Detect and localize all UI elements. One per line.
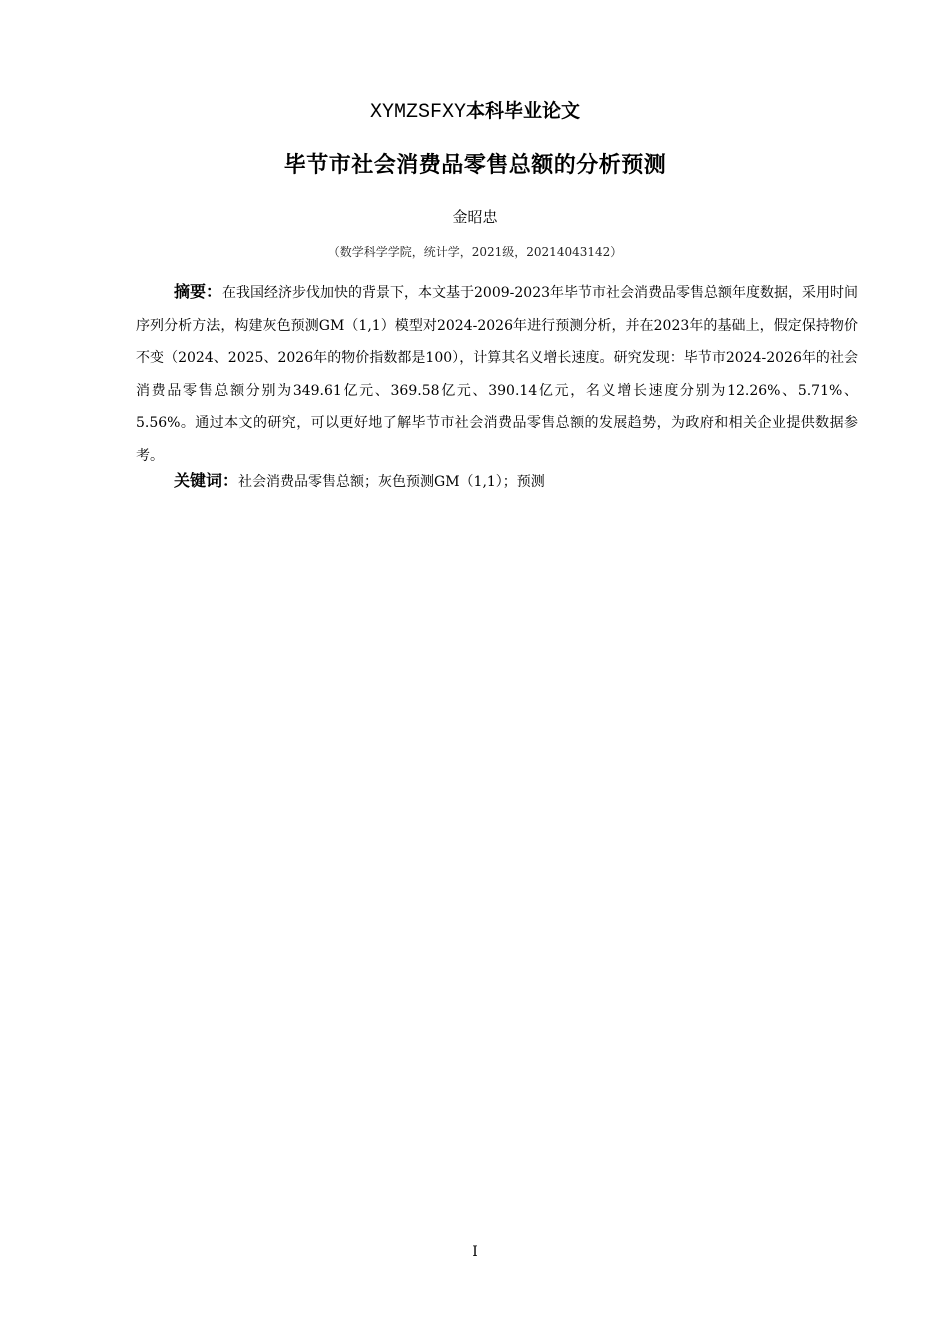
keywords-label: 关键词：: [174, 471, 239, 490]
header-prefix: XYMZSFXY: [369, 101, 466, 124]
page-number: I: [472, 1244, 478, 1260]
running-header: [0, 96, 950, 127]
abstract-label: 摘要：: [174, 282, 223, 301]
header-suffix: 本科毕业论文: [466, 100, 581, 122]
paper-title: 毕节市社会消费品零售总额的分析预测: [283, 153, 667, 178]
keywords-paragraph: [136, 465, 858, 498]
abstract-text: 在我国经济步伐加快的背景下，本文基于2009-2023年毕节市社会消费品零售总额年度数据，采用时间序列分析方法，构建灰色预测GM（1,1）模型对2024-2026年进行预测分析，并在2023年的基础上，假定保持物价不变（2024、2025、2026年的物价指数都是100），计算其名义增长速度。研究发现：毕节市2024-2026年的社会消费品零售总额分别为349.61亿元、369.58亿元、390.14亿元，名义增长速度分别为12.26%、5.71%、5.56%。通过本文的研究，可以更好地了解毕节市社会消费品零售总额的发展趋势，为政府和相关企业提供数据参考。: [136, 285, 859, 464]
author-affiliation: （数学科学学院，统计学，2021级，20214043142）: [327, 245, 623, 259]
keywords-text: 社会消费品零售总额；灰色预测GM（1,1）；预测: [238, 474, 545, 490]
author-name: 金昭忠: [452, 208, 498, 226]
abstract-paragraph: [136, 276, 858, 472]
